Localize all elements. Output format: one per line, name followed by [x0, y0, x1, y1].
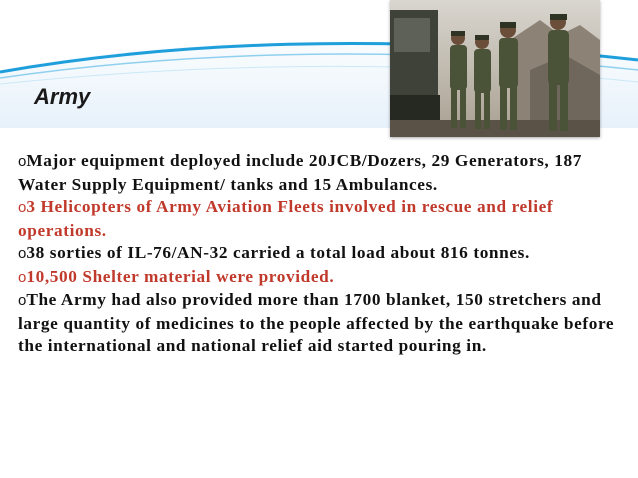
bullet-marker: o [18, 268, 27, 286]
bullet-text: Major equipment deployed include 20JCB/Dozers, 29 Generators, 187 Water Supply Equipment/ tanks and 15 Ambulances. [18, 151, 582, 194]
bullet-marker: o [18, 292, 27, 309]
bullet-text: 38 sorties of IL-76/AN-32 carried a total load about 816 tonnes. [26, 243, 530, 262]
bullet-text: 3 Helicopters of Army Aviation Fleets involved in rescue and relief operations. [18, 197, 554, 240]
bullet-item [18, 289, 630, 358]
bullet-marker: o [18, 199, 27, 216]
soldiers-photo [390, 0, 600, 137]
soldiers-photo-icon [390, 0, 600, 137]
bullet-text: 10,500 Shelter material were provided. [26, 266, 335, 286]
bullet-item [18, 266, 630, 290]
bullet-marker: o [18, 245, 27, 262]
bullet-marker: o [18, 153, 27, 170]
bullet-item [18, 242, 630, 266]
bullet-text: The Army had also provided more than 1700 blanket, 150 stretchers and large quantity of medicines to the people affected by the earthquake before the international and national relief aid started pouring in. [18, 290, 615, 355]
bullet-item [18, 196, 630, 242]
slide-title: Army [34, 84, 91, 109]
bullet-item [18, 150, 630, 196]
bullet-list [18, 150, 630, 358]
